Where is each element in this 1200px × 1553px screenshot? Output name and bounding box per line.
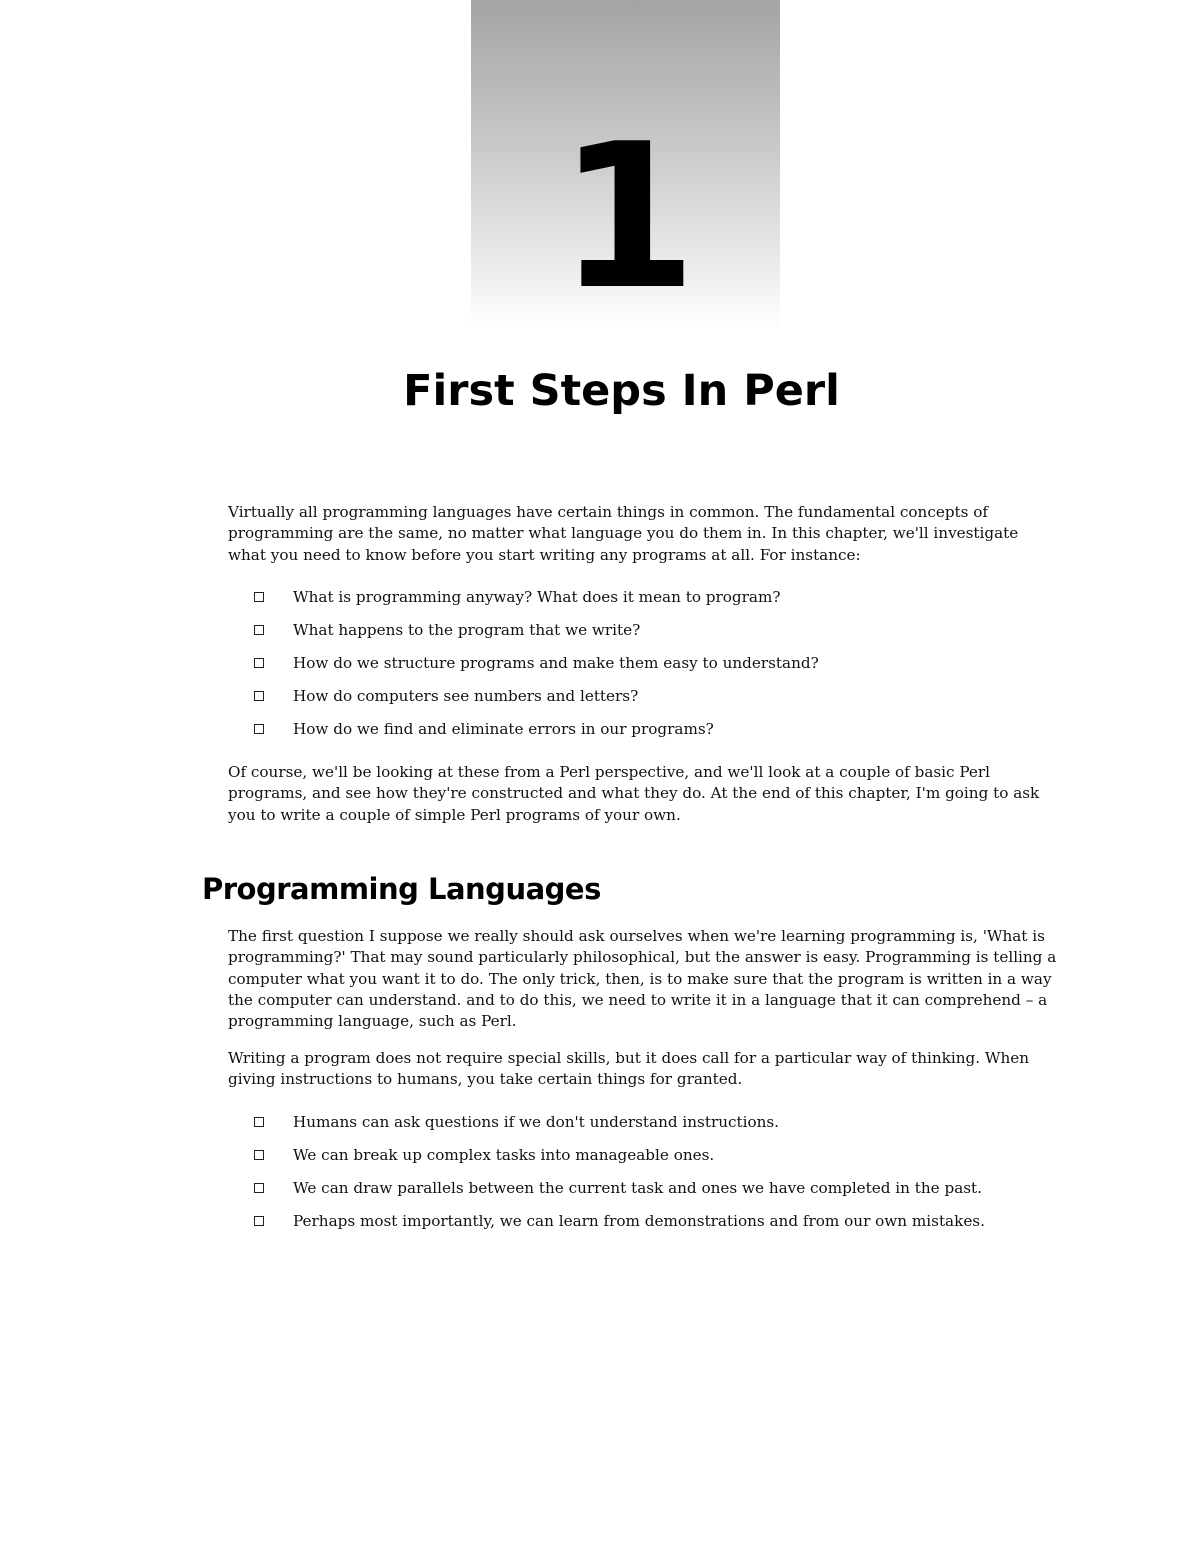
intro-closing-paragraph: Of course, we'll be looking at these from a Perl perspective, and we'll look at a couple of basic Perl programs, and see how they're constructed and what they do. At the end of this chapter, I'm going to ask you to write a couple of simple Perl programs of your own. xyxy=(228,763,1040,824)
bullet-text: Perhaps most importantly, we can learn from demonstrations and from our own mistakes. xyxy=(293,1212,985,1230)
checkbox-bullet-icon xyxy=(254,592,264,602)
checkbox-bullet-icon xyxy=(254,724,264,734)
chapter-number: 1 xyxy=(557,101,694,334)
list-item xyxy=(254,719,1074,752)
section-heading: Programming Languages xyxy=(202,872,601,906)
bullet-text: We can draw parallels between the current task and ones we have completed in the past. xyxy=(293,1179,982,1197)
intro-bullet-list xyxy=(254,587,1074,752)
checkbox-bullet-icon xyxy=(254,1117,264,1127)
list-item xyxy=(254,1145,1074,1178)
list-item xyxy=(254,1178,1074,1211)
checkbox-bullet-icon xyxy=(254,658,264,668)
list-item xyxy=(254,1211,1074,1244)
checkbox-bullet-icon xyxy=(254,1216,264,1226)
bullet-text: How do we structure programs and make them easy to understand? xyxy=(293,654,819,672)
checkbox-bullet-icon xyxy=(254,625,264,635)
bullet-text: We can break up complex tasks into manageable ones. xyxy=(293,1146,715,1164)
list-item xyxy=(254,587,1074,620)
section-bullet-list xyxy=(254,1112,1074,1244)
list-item xyxy=(254,686,1074,719)
list-item xyxy=(254,1112,1074,1145)
intro-paragraph: Virtually all programming languages have certain things in common. The fundamental concepts of programming are the same, no matter what language you do them in. In this chapter, we'll investigate what you need to know before you start writing any programs at all. For instance: xyxy=(228,503,1019,564)
section-paragraph-1: The first question I suppose we really should ask ourselves when we're learning programming is, 'What is programming?' That may sound particularly philosophical, but the answer is easy. Programming is telling a computer what you want it to do. The only trick, then, is to make sure that the program is written in a way the computer can understand. and to do this, we need to write it in a language that it can comprehend – a programming language, such as Perl. xyxy=(228,927,1057,1031)
chapter-title: First Steps In Perl xyxy=(403,366,840,416)
bullet-text: Humans can ask questions if we don't understand instructions. xyxy=(293,1113,780,1131)
checkbox-bullet-icon xyxy=(254,1183,264,1193)
checkbox-bullet-icon xyxy=(254,691,264,701)
list-item xyxy=(254,653,1074,686)
bullet-text: How do computers see numbers and letters? xyxy=(293,687,639,705)
list-item xyxy=(254,620,1074,653)
bullet-text: How do we find and eliminate errors in our programs? xyxy=(293,720,714,738)
bullet-text: What is programming anyway? What does it mean to program? xyxy=(293,588,781,606)
bullet-text: What happens to the program that we write? xyxy=(293,621,641,639)
chapter-number-tab xyxy=(471,0,780,334)
checkbox-bullet-icon xyxy=(254,1150,264,1160)
section-paragraph-2: Writing a program does not require special skills, but it does call for a particular way of thinking. When giving instructions to humans, you take certain things for granted. xyxy=(228,1049,1030,1089)
